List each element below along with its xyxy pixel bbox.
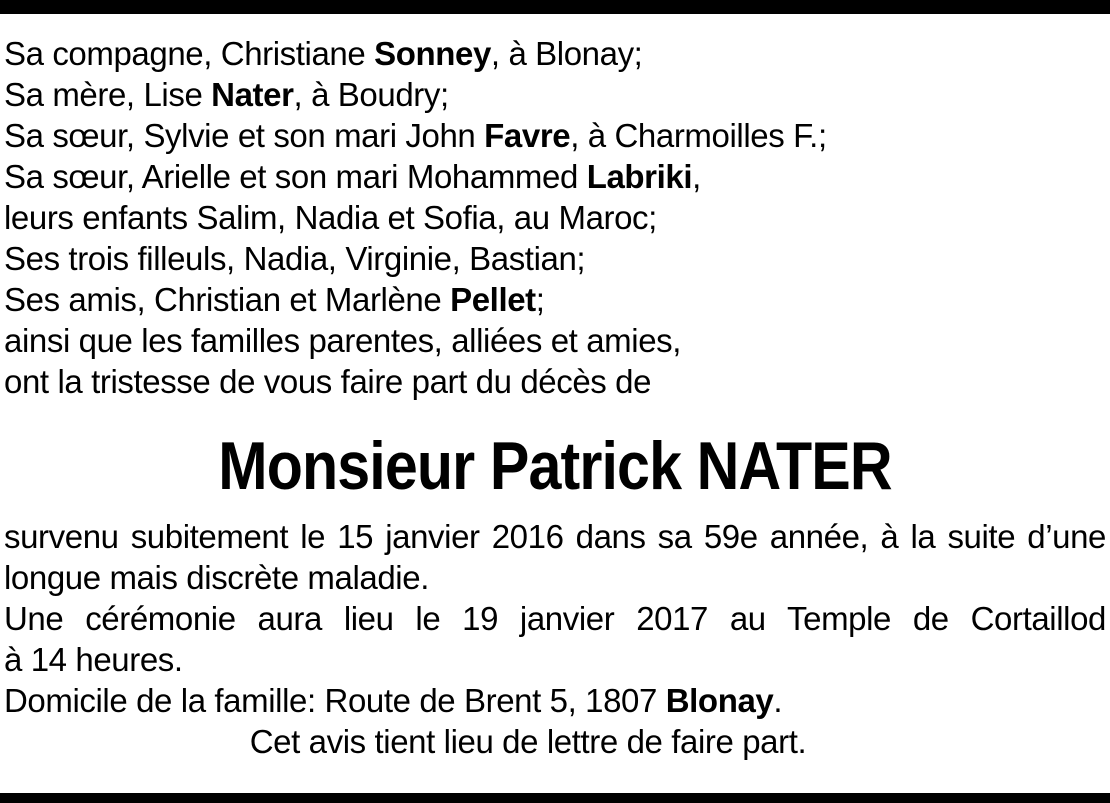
family-line — [4, 74, 1106, 115]
family-line-text: Sa compagne, Christiane — [4, 35, 375, 72]
family-line-text: Sa sœur, Arielle et son mari Mohammed — [4, 158, 587, 195]
family-line-text: Sa mère, Lise — [4, 76, 212, 113]
family-line — [4, 197, 1106, 238]
detail-line: survenu subitement le 15 janvier 2016 dans sa 59e année, à la suite d’une — [4, 518, 1106, 555]
family-line — [4, 115, 1106, 156]
domicile-town-bold: Blonay — [665, 682, 774, 719]
surname-bold: Labriki — [586, 158, 693, 195]
family-line-text: , à Charmoilles F.; — [570, 117, 827, 154]
deceased-name-title — [4, 422, 1106, 510]
top-rule-bar — [0, 0, 1110, 14]
bottom-rule-bar — [0, 793, 1110, 803]
family-line-text: , — [692, 158, 701, 195]
detail-line: à 14 heures. — [4, 641, 183, 678]
domicile-line — [4, 680, 1106, 721]
family-line — [4, 238, 1106, 279]
domicile-text: Domicile de la famille: Route de Brent 5, 1807 — [4, 682, 666, 719]
domicile-text: . — [773, 682, 783, 719]
family-line-text: ont la tristesse de vous faire part du décès de — [4, 363, 652, 400]
family-line-text: ainsi que les familles parentes, alliées et amies, — [4, 322, 682, 359]
family-line — [4, 320, 1106, 361]
family-line — [4, 156, 1106, 197]
surname-bold: Nater — [211, 76, 294, 113]
notice-content — [0, 14, 1110, 762]
family-line-text: ; — [535, 281, 545, 318]
surname-bold: Sonney — [374, 35, 491, 72]
surname-bold: Pellet — [450, 281, 536, 318]
details-block — [4, 516, 1106, 762]
family-line — [4, 33, 1106, 74]
family-line — [4, 279, 1106, 320]
detail-line: Une cérémonie aura lieu le 19 janvier 2017 au Temple de Cortaillod — [4, 600, 1106, 637]
deceased-name-text: Monsieur Patrick NATER — [218, 428, 892, 504]
closing-line: Cet avis tient lieu de lettre de faire part. — [249, 723, 807, 760]
family-line-text: Ses trois filleuls, Nadia, Virginie, Bastian; — [4, 240, 586, 277]
family-line-text: , à Blonay; — [490, 35, 643, 72]
surname-bold: Favre — [484, 117, 571, 154]
family-line-text: , à Boudry; — [293, 76, 449, 113]
family-line-text: leurs enfants Salim, Nadia et Sofia, au Maroc; — [4, 199, 657, 236]
family-line — [4, 361, 1106, 402]
detail-line: longue mais discrète maladie. — [4, 559, 429, 596]
family-line-text: Sa sœur, Sylvie et son mari John — [4, 117, 485, 154]
family-line-text: Ses amis, Christian et Marlène — [4, 281, 451, 318]
